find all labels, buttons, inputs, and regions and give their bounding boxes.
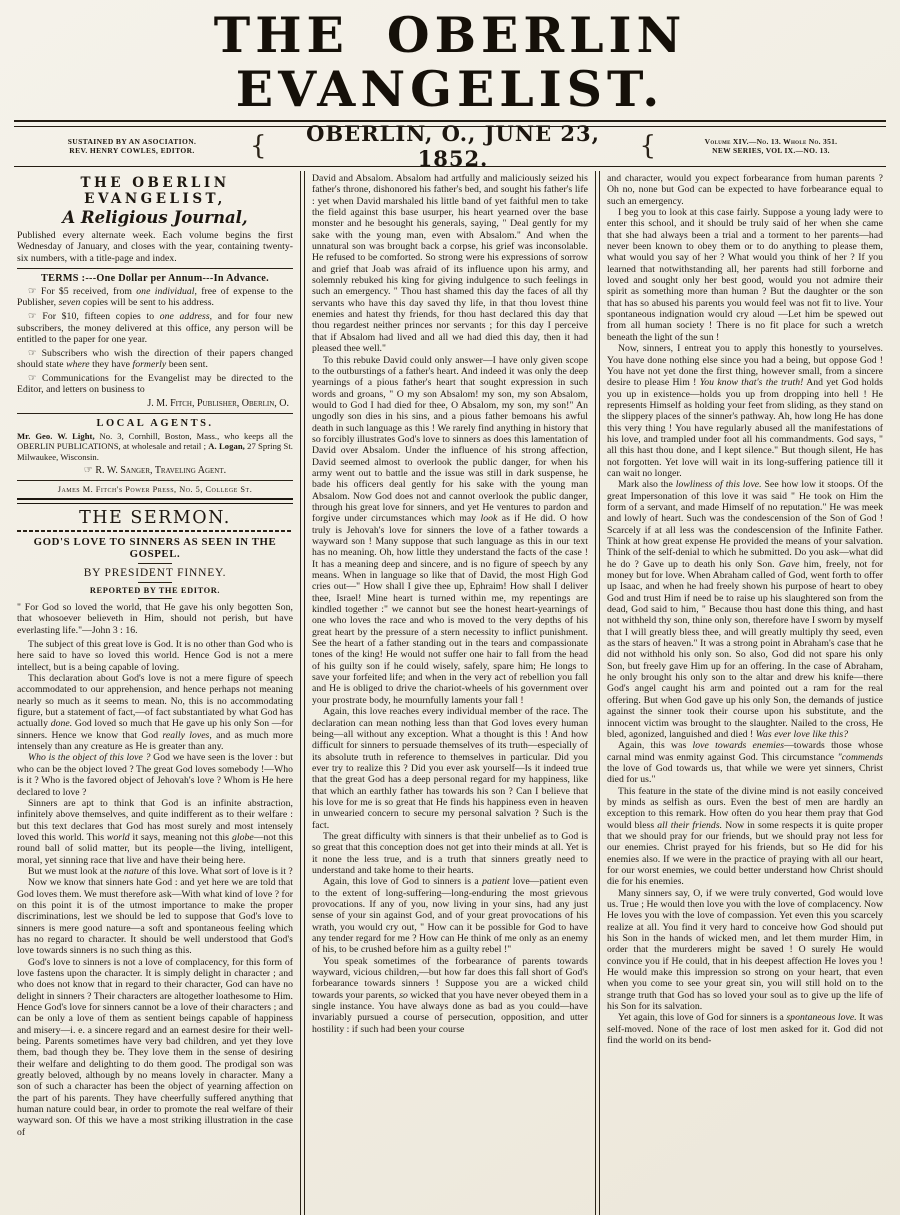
masthead-title: THE OBERLIN EVANGELIST. — [213, 6, 687, 118]
wavy-rule — [17, 530, 293, 532]
paragraph: Now, sinners, I entreat you to apply this honestly to yourselves. You have done nothing else since you had a being, but oppose God ! You have not yet done the first thing, however small, from a sincere desire to please Him ! You know that's the truth! And yet God holds you up in existence—holds you up from dropping into hell ! He represents Himself as holding your feet from sliding, as they stand on the slippery places of the sinner's pathway. Ah, how long He has done this very thing ! You have regularly abused all the manifestations of his love, and trampled under foot all his commandments. God says, " all this hast thou done, and I kept silence." But though silent, He has not forgotten. Yet love will wait in its long-suffering patience till it can wait no longer. — [607, 343, 883, 479]
middle-column-body — [312, 173, 588, 1035]
paragraph: ☞ For $10, fifteen copies to one address, and for four new subscribers, the money delivered at this office, any person will be entitled to the paper for one year. — [17, 311, 293, 345]
paragraph: ☞ For $5 received, from one individual, free of expense to the Publisher, seven copies will be sent to his address. — [17, 286, 293, 309]
header-row — [18, 121, 882, 171]
divider — [17, 268, 293, 269]
columns — [10, 171, 890, 1215]
local-agents-heading: LOCAL AGENTS. — [96, 418, 214, 430]
paragraph: God's love to sinners is not a love of complacency, for this form of love fastens upon the character. It is simply delight in character ; and who does not know that in regard to their character, God can have no delight in sinners ? Their characters are altogether loathesome to Him. Hence God's love for sinners cannot be a love of their characters ; and can be only a love of them as sentient beings capable of happiness and misery—i. e. a sincere regard and an earnest desire for their well-being. Parents sometimes have very bad children, and yet they love them, bad though they be. They love them in the sense of desiring their welfare and delighting to do them good. The prodigal son was greatly beloved, although by no means lovely in character. Many a son of such a character has been the object of yearning affection on the part of his parents. They have cheerfully suffered anything that human nature could bear, in order to promote the real welfare of their wayward son. Of this we have a most striking illustration in the case of — [17, 956, 293, 1138]
paragraph: Now we know that sinners hate God : and yet here we are told that God loves them. We must therefore ask—With what kind of love ? for on this point it is of the utmost importance to make the proper discriminations, lest we should be led to suppose that God's love to sinners is mere good nature—a soft and spontaneous feeling which has no regard to character. It should be well understood that God's love towards sinners is no such thing as this. — [17, 877, 293, 957]
local-agents-text: Mr. Geo. W. Light, No. 3, Cornhill, Boston, Mass., who keeps all the OBERLIN PUBLICATIONS, at wholesale and retail ; A. Logan, 27 Spring St. Milwaukee, Wisconsin. — [17, 431, 293, 462]
reported-by-line: REPORTED BY THE EDITOR. — [89, 586, 221, 596]
right-column — [600, 171, 890, 1215]
short-rule — [138, 582, 172, 583]
short-rule — [138, 563, 172, 564]
short-rule — [138, 598, 172, 599]
paragraph: ☞ Subscribers who wish the direction of their papers changed should state where they have formerly been sent. — [17, 347, 293, 371]
paragraph: and character, would you expect forbearance from human parents ? Oh no, none but God can be expected to have forbearance equal to such an emergency. — [607, 173, 883, 207]
paragraph: The great difficulty with sinners is that their unbelief as to God is so great that this conception does not get into their minds at all. Yet is it none the less true, and is a truth that sinners greatly need to understand and take home to their hearts. — [312, 830, 588, 876]
volume-line-1: Volume XIV.—No. 13. Whole No. 351. — [704, 136, 838, 146]
volume-line-2: NEW SERIES, VOL IX.—NO. 13. — [712, 146, 830, 155]
sermon-section-heading: THE SERMON. — [79, 508, 231, 529]
paragraph: Who is the object of this love ? God we have seen is the lover : but who can be the object loved ? The great God loves somebody !—Who is it ? Who is the favored object of Jehovah's love ? Whom is He here declared to love ? — [17, 752, 293, 798]
paragraph: The subject of this great love is God. It is no other than God who is here said to have so loved this world. Hence God is not a mere intellect, but is a being capable of loving. — [17, 639, 293, 673]
paragraph: You speak sometimes of the forbearance of parents towards wayward, vicious children,—but how far does this fall short of God's forbearance towards sinners ! Suppose you are a wicked child towards your parents, so wicked that you have never obeyed them in a single instance. You have always done as bad as you could—have invariably pursued a course of persecution, opposition, and utter hostility : if such had been your course — [312, 955, 588, 1035]
paragraph: But we must look at the nature of this love. What sort of love is it ? — [28, 865, 293, 877]
paragraph: To this rebuke David could only answer—I have only given scope to the outburstings of a father's heart. And indeed it was only the deep yearnings of a pious father's heart that sought expression in such words and groans, " O my son Absalom! my son, my son Absalom, would to God I had died for thee, O Absalom, my son, my son!" An ungodly son dies in his sins, and a pious father bemoans his awful death in such language as this ! We rarely find anything in history that so forcibly illustrates God's love to sinners as does this lamentation of David over Absalom. Under the influence of his strong affection, David seemed almost to overlook the public danger, for when his army went out to battle and the issue was still in dark suspense, he bade his officers deal gently for his sake with the young man Absalom. Now God does not and cannot overlook the public danger, through his great love for sinners, and yet He ventures to pardon and forgive under circumstances which may look as if He did. O how truly is Jehovah's love for sinners the love of a father towards a wayward son ! Many suppose that such language as this in our text has no meaning. Oh, how little they understand the facts of the case ! It has a meaning deep and sincere, and is no figure of speech by any means. When in language so like that of David, the most High God cries out—" How shall I give thee up, Ephraim! How shall I deliver thee, Israel! Mine heart is turned within me, my repentings are kindled together :" we cannot but see the honest heart-yearnings of one who loves the race and who is moved to the very depths of his great heart by the pressure of a stern necessity to inflict punishment. See the heart of a father standing out in the tears and compassionate tones of the king! He would not suffer one hair to fall from the head of his guilty son if he could wisely, safely, spare him; He longs to save your forfeited life; and when in the very act of rebellion you fall and He is obliged to drive the chariot-wheels of his government over your prostrate body, he mournfully laments your fall ! — [312, 354, 589, 706]
publisher-line: J. M. Fitch, Publisher, Oberlin, O. — [147, 398, 289, 410]
paragraph: ☞ Communications for the Evangelist may be directed to the Editor, and letters on business to — [17, 372, 293, 396]
paragraph: Again, this love of God to sinners is a patient love—patient even to the extent of long-suffering—long-enduring the most grievous provocations. If any of you, now living in your sins, had any just sense of your sin against God, and of your great provocations of his wrath, you would cry out, " How can it be possible for God to have any tender regard for me ? How can He think of me only as an enemy of his, to be crushed before him as a guilty rebel !" — [312, 876, 588, 956]
volume-info — [660, 137, 882, 156]
terms-heading: TERMS :---One Dollar per Annum---In Advance. — [41, 273, 269, 285]
left-column-body — [17, 639, 293, 1138]
paragraph: Many sinners say, O, if we were truly converted, God would love us. True ; He would then love you with the love of complacency. Now He loves you with the love of compassion. Yet even this you scarcely realize at all. You find it very hard to conceive how God should put his Son in the hands of wicked men, and let them murder Him, in order that the murderers might be saved ! O surely He would convince you if He could, that in his deepest affection He loves you ! He would make this impression so strong on your heart, that even when you come to see your great sin, you will still hold on to the strange truth that God has so loved your soul as to give up the life of his Son for its salvation. — [607, 887, 883, 1013]
paragraph: Again, this was love towards enemies—towards those whose carnal mind was enmity against God. This circumstance "commends the love of God towards us, that while we were yet sinners, Christ died for us." — [607, 740, 883, 786]
right-brace: { — [639, 131, 656, 161]
journal-title: THE OBERLIN EVANGELIST, — [80, 175, 230, 207]
paragraph: David and Absalom. Absalom had artfully and maliciously seized his father's throne, dishonored his father's bed, and sought his father's life : yet when David marshaled his little band of yet faithful men to take the field against this base usurper, his heart yearned over the base monster and he besought his generals, saying, " Deal gently for my sake with the young man, even with Absalom." And when the unnatural son was brought back a corpse, his grief was inconsolable. He refused to be comforted. So strong were his expressions of sorrow and grief that Joab was afraid of its influence upon his army, and solemnly rebuked his king for giving indulgence to such feelings in such an emergency. " Thou hast shamed this day the faces of all thy servants who have this day saved thy life, in that thou lovest thine enemies and hatest thy friends, for thou hast declared this day that thou regardest neither princes nor servants ; for this day I perceive that if Absalom had lived and all we had died this day, then it had pleased thee well." — [312, 173, 588, 355]
power-press-line: James M. Fitch's Power Press, No. 5, College St. — [57, 485, 253, 495]
paragraph: I beg you to look at this case fairly. Suppose a young lady were to enter this school, and it should be truly said of her when she came that she had always been a trial and a torment to her parents—had never been known to obey them or to do anything to please them, what would you say of her ? What would you think of her ? If you learned that notwithstanding all, her parents had still forborne and loved and sought only her best good, would you not admire their spirit as something more than human ? But the daughter or the son that has so abused his parents you would feel was not fit to live. Your spontaneous indignation would cry aloud —Let him be spewed out from all human society ! There is no fit place for such a wretch beneath the light of the sun ! — [607, 207, 883, 343]
left-brace: { — [250, 131, 267, 161]
editor-line: REV. HENRY COWLES, EDITOR. — [69, 146, 195, 155]
divider — [17, 480, 293, 481]
sustained-by-line: SUSTAINED BY AN ASOCIATION. — [67, 136, 197, 146]
section-rule — [17, 498, 293, 504]
sermon-title: GOD'S LOVE TO SINNERS AS SEEN IN THE GOSPEL. — [33, 536, 277, 561]
paragraph: This feature in the state of the divine mind is not easily conceived by minds as selfish as ours. Even the best of men are hardly an exception to this remark. How often do you hear them pray that God would bless all their friends. Now in some respects it is quite proper that we should pray for our friends, but we should pray not less for our enemies. Christ prayed for his friends, but so He did for his enemies also. If we were in the practice of praying with all our heart, for our worst enemies, we could better understand how Christ should die for his enemies. — [607, 785, 883, 888]
paragraph: Again, this love reaches every individual member of the race. The declaration can mean nothing less than that God loves every human being—all without any exception. What a thought is this ! And how difficult for sinners to persuade themselves of its truth—especially of its absolute truth in reference to themselves in particular. Did you ever try to realize this ? Did you ever ask yourself—Is it indeed true that the great God has a deep personal regard for my happiness, like that which an earthly father has towards his son ? Can I believe that his love for me is so great that He finds his happiness even in heaven in unwearied concern to secure my personal salvation ? Such is the fact. — [312, 706, 588, 831]
right-column-body — [607, 173, 883, 1046]
paragraph: Yet again, this love of God for sinners is a spontaneous love. It was self-moved. None of the race of lost men asked for it. God did not find the world on its bend- — [607, 1012, 883, 1047]
left-column — [10, 171, 300, 1215]
publication-info — [18, 137, 246, 156]
journal-subtitle: A Religious Journal, — [62, 208, 248, 227]
paragraph: Mark also the lowliness of this love. See how low it stoops. Of the great Impersonation of this love it was said " He took on Him the form of a servant, and made Himself of no reputation." He was meek and lowly of heart. Such was the condescension of the Son of God ! Scarcely if at all less was the condescension of the Infinite Father. Think at how great expense He provided the means of your salvation. Think of the self-denial to which he submitted. Do you ask—what did he do ? Gave up to death his only Son. Gave him, freely, not for money but for love. When Abraham called of God, went forth to offer up Isaac, and when he had freely shown his purpose of heart to obey God and trust Him if need be to raise up his slaughtered son from the dead, God said to him, " Because thou hast done this thing, and hast not withheld thy son, thine only son, therefore have I sworn by myself that I will greatly bless thee, and will greatly multiply thy seed, even as the stars of heaven." It was a strong point in Abraham's case that he did not withhold his only son. So also, God did not spare his only Son, but freely gave Him up for an offering. In the case of Abraham, he only brought his only son to the altar and drew his knife—there God's angel caught his arm and pointed out a ram for the real offering. But when God gave up his only Son, the demands of justice against the sinner took their course upon his substitute, and the innocent victim was brought to the slaughter. Nailed to the cross, He bled, agonized, languished and died ! Was ever love like this? — [607, 479, 884, 740]
divider — [17, 413, 293, 414]
middle-column — [305, 171, 595, 1215]
paragraph: Sinners are apt to think that God is an infinite abstraction, infinitely above themselves, and quite indifferent as to their welfare : but this text declares that God has most surely and most intensely loved this world. This world it says, meaning not this globe—not this round ball of solid matter, but its people—the living, intelligent, moral, yet sinning race that live and have their being here. — [17, 797, 294, 866]
scripture-quote: " For God so loved the world, that He gave his only begotten Son, that whosoever believeth in Him, should not perish, but have everlasting life."—John 3 : 16. — [17, 602, 293, 636]
byline: BY PRESIDENT FINNEY. — [83, 567, 227, 580]
traveling-agent-line: ☞ R. W. Sanger, Traveling Agent. — [83, 465, 227, 477]
dateline: OBERLIN, O., JUNE 23, 1852. — [306, 121, 600, 171]
published-note: Published every alternate week. Each volume begins the first Wednesday of January, and closes with the year, containing twenty-six numbers, with a title-page and index. — [17, 230, 293, 264]
paragraph: This declaration about God's love is not a mere figure of speech accommodated to our apprehension, and hence perhaps not meaning nearly so much as it seems to mean. No, this is no accommodating figure, but a statement of fact,—of fact substantiated by what God has actually done. God loved so much that He gave up his only Son —for sinners. Hence we know that God really loves, and as much more intensely than any creature as He is greater than any. — [17, 673, 293, 753]
masthead — [8, 6, 892, 171]
terms-list — [17, 286, 293, 396]
